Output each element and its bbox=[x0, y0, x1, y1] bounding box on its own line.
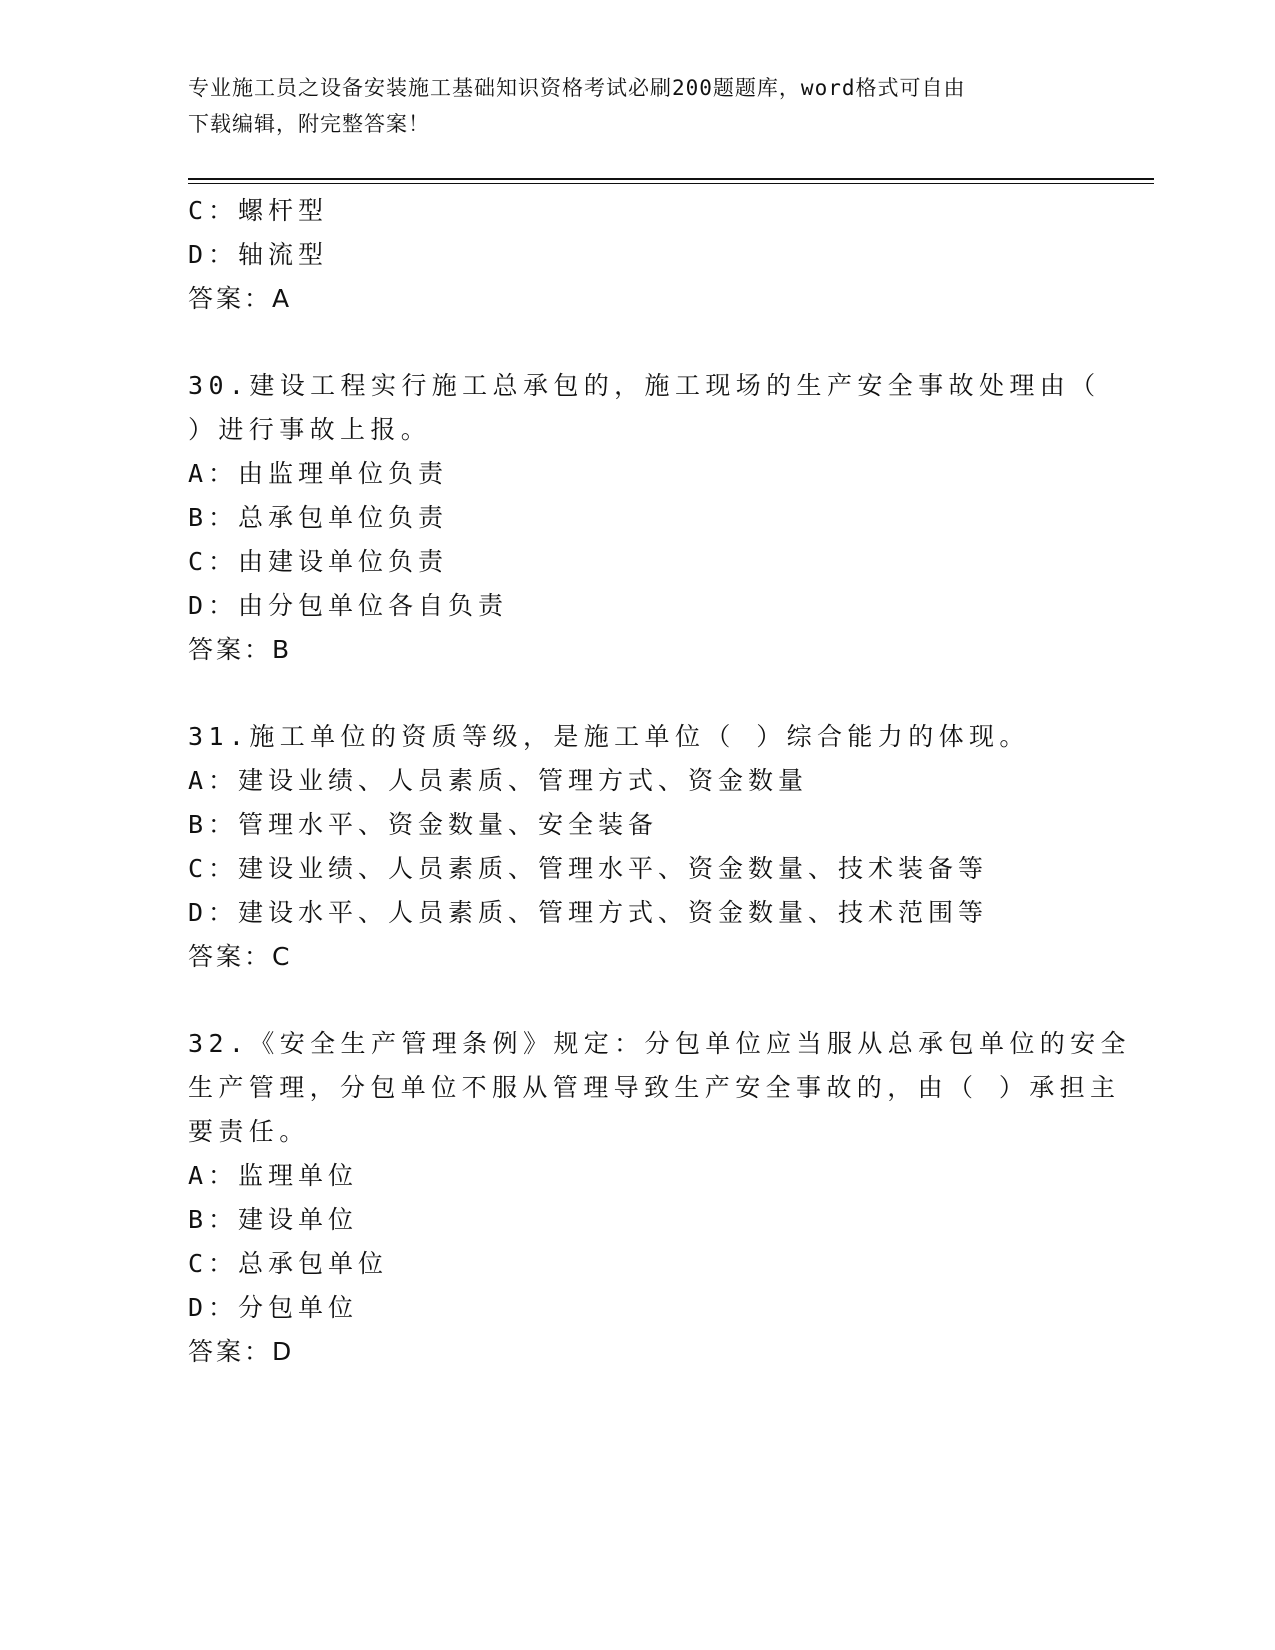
header-title-line-2: 下载编辑，附完整答案！ bbox=[188, 112, 430, 136]
q31-option-d: D：建设水平、人员素质、管理方式、资金数量、技术范围等 bbox=[188, 898, 989, 927]
q31-option-a: A：建设业绩、人员素质、管理方式、资金数量 bbox=[188, 766, 809, 795]
q30-answer: 答案：B bbox=[188, 635, 293, 664]
header-title-line-1: 专业施工员之设备安装施工基础知识资格考试必刷200题题库，word格式可自由 bbox=[188, 76, 966, 100]
q32-option-c: C：总承包单位 bbox=[188, 1249, 389, 1278]
q32-option-a: A：监理单位 bbox=[188, 1161, 359, 1190]
q32-text-line-1: 32.《安全生产管理条例》规定：分包单位应当服从总承包单位的安全 bbox=[188, 1029, 1131, 1058]
q30-text-line-1: 30.建设工程实行施工总承包的，施工现场的生产安全事故处理由（ bbox=[188, 371, 1101, 400]
q32-text-line-2: 生产管理，分包单位不服从管理导致生产安全事故的，由（ ）承担主 bbox=[188, 1073, 1121, 1102]
document-header bbox=[188, 70, 1068, 142]
q32-answer: 答案：D bbox=[188, 1337, 295, 1366]
q31-answer: 答案：C bbox=[188, 942, 293, 971]
q30-option-c: C：由建设单位负责 bbox=[188, 547, 449, 576]
q32-option-b: B：建设单位 bbox=[188, 1205, 359, 1234]
q31-option-c: C：建设业绩、人员素质、管理水平、资金数量、技术装备等 bbox=[188, 854, 989, 883]
prev-answer: 答案：A bbox=[188, 284, 293, 313]
q30-option-a: A：由监理单位负责 bbox=[188, 459, 449, 488]
q30-text-line-2: ）进行事故上报。 bbox=[188, 415, 432, 444]
q32-option-d: D：分包单位 bbox=[188, 1293, 359, 1322]
q30-option-b: B：总承包单位负责 bbox=[188, 503, 449, 532]
header-divider-thin bbox=[188, 183, 1154, 184]
prev-option-d: D：轴流型 bbox=[188, 240, 329, 269]
q32-text-line-3: 要责任。 bbox=[188, 1117, 310, 1146]
header-divider-thick bbox=[188, 178, 1154, 180]
prev-option-c: C：螺杆型 bbox=[188, 196, 329, 225]
q31-option-b: B：管理水平、资金数量、安全装备 bbox=[188, 810, 659, 839]
q30-option-d: D：由分包单位各自负责 bbox=[188, 591, 509, 620]
q31-text-line-1: 31.施工单位的资质等级，是施工单位（ ）综合能力的体现。 bbox=[188, 722, 1030, 751]
